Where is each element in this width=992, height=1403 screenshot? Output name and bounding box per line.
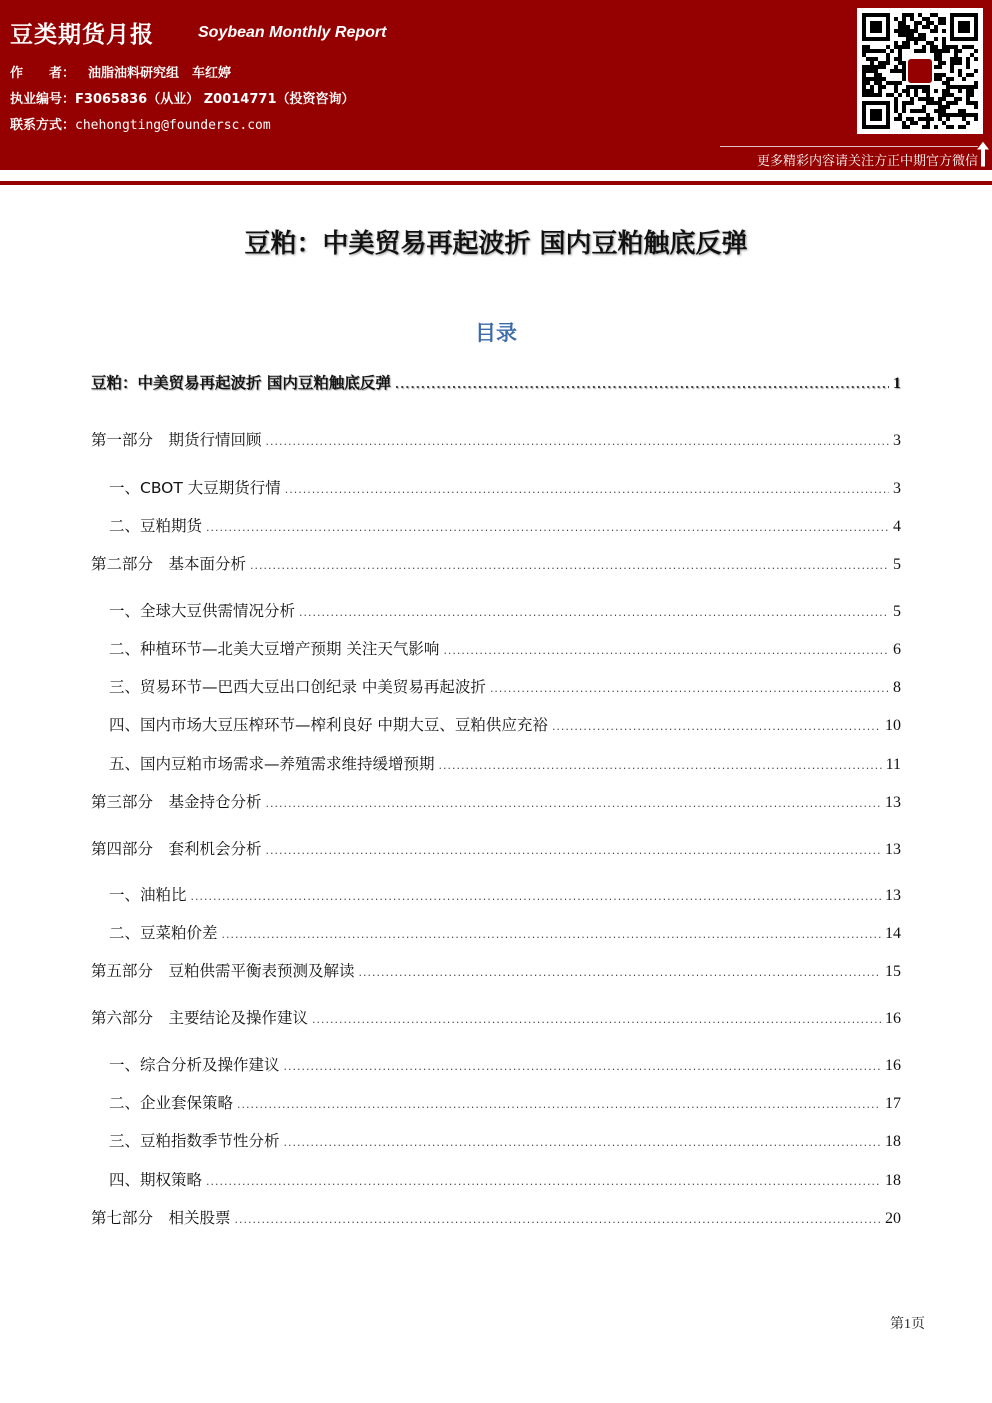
license-value: F3065836（从业） Z0014771（投资咨询）	[75, 92, 355, 107]
toc-entry[interactable]: 五、国内豆粕市场需求—养殖需求维持缓增预期 ..... 11	[109, 752, 901, 774]
toc-entry[interactable]: 豆粕：中美贸易再起波折 国内豆粕触底反弹 ..... 1	[91, 371, 901, 393]
toc-entry[interactable]: 第六部分 主要结论及操作建议 ..... 16	[91, 1006, 901, 1028]
page-number: 第1页	[890, 1317, 925, 1332]
toc-heading: 目录	[475, 321, 517, 345]
toc-entry[interactable]: 二、企业套保策略 ..... 17	[109, 1091, 901, 1113]
toc-entry[interactable]: 一、综合分析及操作建议 ..... 16	[109, 1053, 901, 1075]
toc-entry[interactable]: 二、豆粕期货 ..... 4	[109, 514, 901, 536]
toc-entry[interactable]: 二、豆菜粕价差 ..... 14	[109, 921, 901, 943]
report-title: 豆类期货月报	[10, 22, 154, 48]
toc-entry[interactable]: 第四部分 套利机会分析 ..... 13	[91, 837, 901, 859]
toc-entry[interactable]: 四、期权策略 ..... 18	[109, 1168, 901, 1190]
toc-entry[interactable]: 二、种植环节—北美大豆增产预期 关注天气影响 ..... 6	[109, 637, 901, 659]
author-label: 作 者：	[10, 66, 76, 81]
toc-entry[interactable]: 第二部分 基本面分析 ..... 5	[91, 552, 901, 574]
author-value: 油脂油料研究组 车红婷	[88, 66, 232, 81]
toc-entry[interactable]: 三、豆粕指数季节性分析 ..... 18	[109, 1129, 901, 1151]
toc-entry[interactable]: 一、CBOT 大豆期货行情 ..... 3	[109, 476, 901, 498]
toc-entry[interactable]: 一、油粕比 ..... 13	[109, 883, 901, 905]
toc-entry[interactable]: 一、全球大豆供需情况分析 ..... 5	[109, 599, 901, 621]
toc-entry[interactable]: 三、贸易环节—巴西大豆出口创纪录 中美贸易再起波折 ..... 8	[109, 675, 901, 697]
follow-wechat-text: 更多精彩内容请关注方正中期官方微信	[756, 154, 978, 169]
toc-entry[interactable]: 第五部分 豆粕供需平衡表预测及解读 ..... 15	[91, 959, 901, 981]
toc-entry[interactable]: 第七部分 相关股票 ..... 20	[91, 1206, 901, 1228]
toc-entry[interactable]: 四、国内市场大豆压榨环节—榨利良好 中期大豆、豆粕供应充裕 ..... 10	[109, 713, 901, 735]
contact-label: 联系方式：	[10, 118, 76, 133]
license-label: 执业编号：	[10, 92, 76, 107]
document-title: 豆粕：中美贸易再起波折 国内豆粕触底反弹	[244, 229, 748, 259]
report-subtitle: Soybean Monthly Report	[198, 24, 387, 41]
toc-entry[interactable]: 第三部分 基金持仓分析 ..... 13	[91, 790, 901, 812]
toc-entry[interactable]: 第一部分 期货行情回顾 ..... 3	[91, 428, 901, 450]
contact-email[interactable]: chehongting@foundersc.com	[75, 118, 271, 133]
